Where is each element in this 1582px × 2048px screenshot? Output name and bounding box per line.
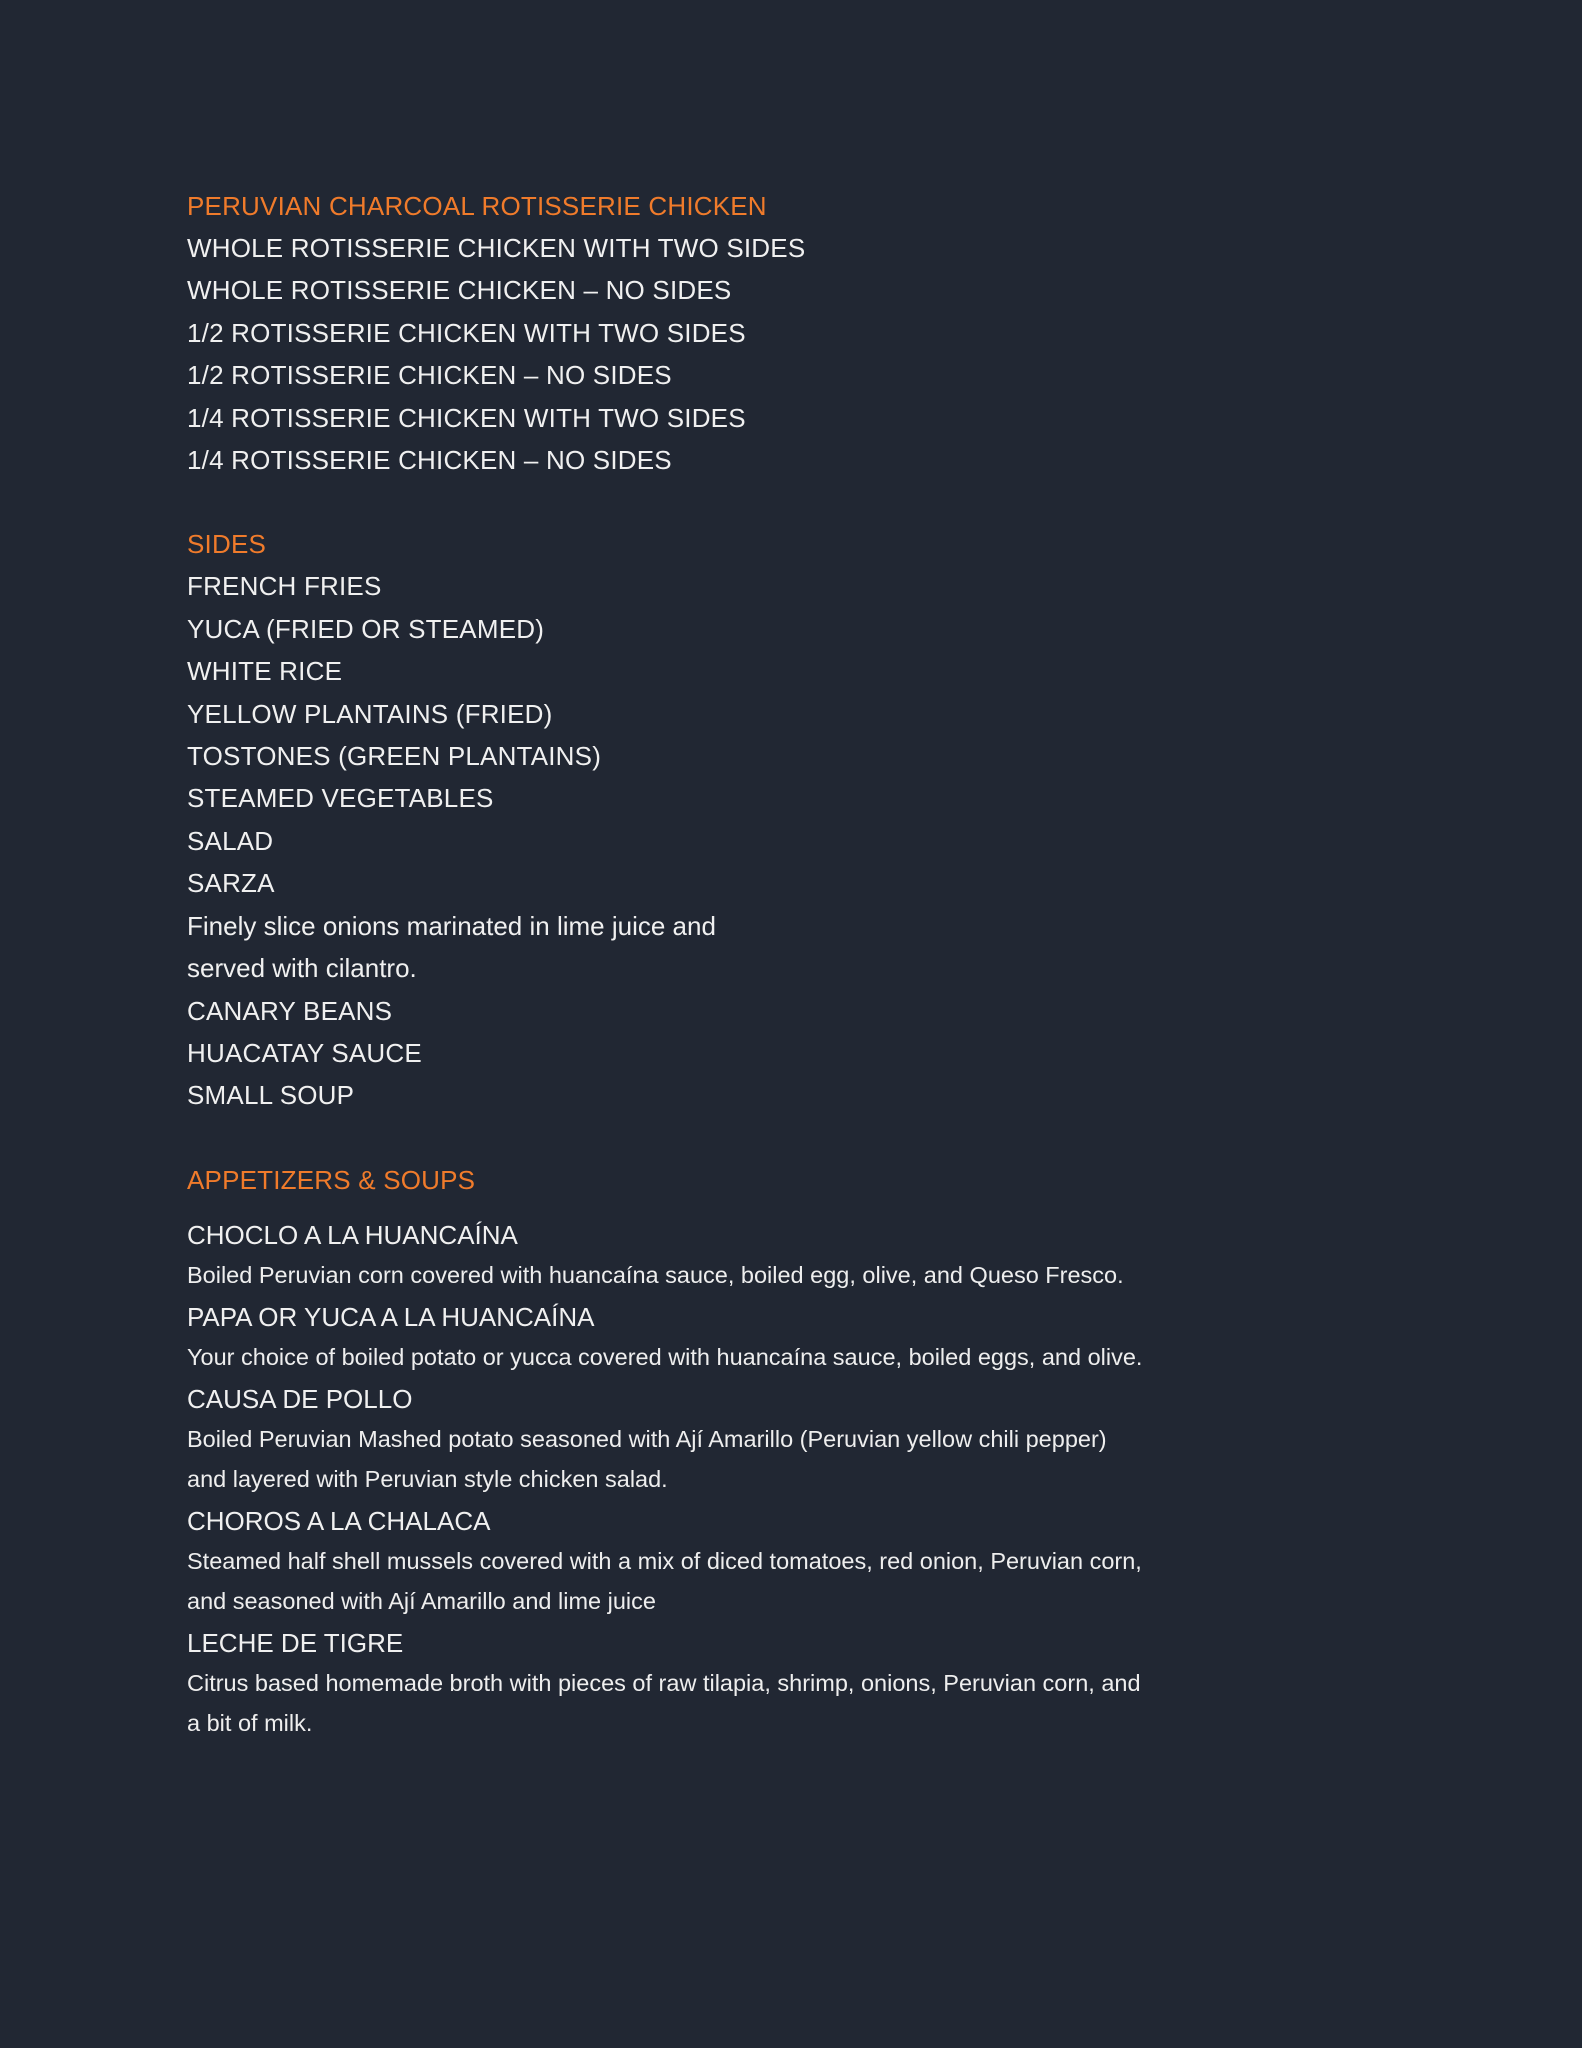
menu-item: STEAMED VEGETABLES [187,783,494,814]
menu-item: TOSTONES (GREEN PLANTAINS) [187,741,602,772]
menu-item: SMALL SOUP [187,1080,355,1111]
menu-item: SALAD [187,825,274,856]
sides-section [187,523,1147,1116]
appetizer-item [187,1215,1147,1295]
appetizer-item [187,1623,1147,1743]
appetizer-name: CHOCLO A LA HUANCAÍNA [187,1219,518,1250]
appetizers-section-heading: APPETIZERS & SOUPS [187,1164,476,1195]
appetizer-name: CAUSA DE POLLO [187,1383,413,1414]
chicken-section [187,185,1147,481]
menu-item: FRENCH FRIES [187,571,382,602]
appetizer-description: Citrus based homemade broth with pieces of raw tilapia, shrimp, onions, Peruvian corn, and a bit of milk. [187,1669,1141,1736]
menu-item: WHOLE ROTISSERIE CHICKEN WITH TWO SIDES [187,233,806,263]
sides-section-heading: SIDES [187,529,267,560]
appetizer-name: PAPA OR YUCA A LA HUANCAÍNA [187,1301,595,1332]
menu-item: YUCA (FRIED OR STEAMED) [187,613,545,644]
appetizers-section [187,1159,1147,1743]
menu-item: 1/4 ROTISSERIE CHICKEN WITH TWO SIDES [187,402,746,433]
appetizer-item [187,1379,1147,1499]
appetizer-description: Steamed half shell mussels covered with a mix of diced tomatoes, red onion, Peruvian corn, and seasoned with Ají Amarillo and lime juice [187,1547,1142,1614]
menu-item: 1/4 ROTISSERIE CHICKEN – NO SIDES [187,445,672,476]
sarza-description: served with cilantro. [187,953,417,984]
menu-item: 1/2 ROTISSERIE CHICKEN – NO SIDES [187,360,672,391]
appetizer-description: Boiled Peruvian corn covered with huancaína sauce, boiled egg, olive, and Queso Fresco. [187,1261,1124,1288]
sarza-description: Finely slice onions marinated in lime juice and [187,910,716,941]
menu-item: YELLOW PLANTAINS (FRIED) [187,698,553,729]
appetizer-description: Your choice of boiled potato or yucca covered with huancaína sauce, boiled eggs, and olive. [187,1343,1143,1370]
menu-item: SARZA [187,868,275,899]
appetizer-name: CHOROS A LA CHALACA [187,1505,491,1536]
appetizer-description: Boiled Peruvian Mashed potato seasoned with Ají Amarillo (Peruvian yellow chili pepper) and layered with Peruvian style chicken salad. [187,1425,1107,1492]
menu-item: HUACATAY SAUCE [187,1037,422,1068]
appetizer-name: LECHE DE TIGRE [187,1627,404,1658]
menu-item: CANARY BEANS [187,995,393,1026]
appetizer-item [187,1297,1147,1377]
chicken-section-heading: PERUVIAN CHARCOAL ROTISSERIE CHICKEN [187,191,767,221]
menu-page [187,185,1147,1745]
menu-item: WHOLE ROTISSERIE CHICKEN – NO SIDES [187,275,732,306]
appetizer-item [187,1501,1147,1621]
menu-item: 1/2 ROTISSERIE CHICKEN WITH TWO SIDES [187,317,746,348]
menu-item: WHITE RICE [187,656,343,687]
